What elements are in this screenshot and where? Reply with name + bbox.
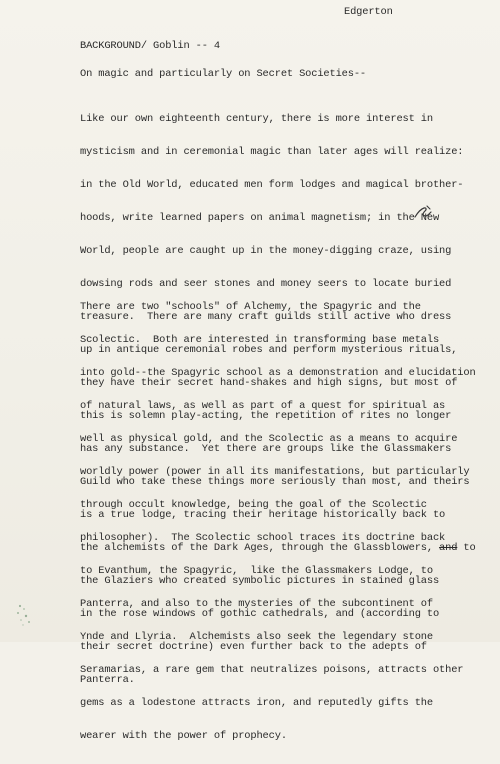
paragraph-line: of natural laws, as well as part of a quest for spiritual as [80, 400, 446, 412]
paragraph-line: Panterra, and also to the mysteries of the subcontinent of [80, 598, 433, 610]
paragraph-line: Scolectic. Both are interested in transforming base metals [80, 334, 440, 346]
author-name: Edgerton [344, 6, 393, 18]
paragraph-line: their secret doctrine) even further back to the adepts of [80, 641, 427, 653]
paragraph-line: to Evanthum, the Spagyric, like the Glassmakers Lodge, to [80, 565, 433, 577]
paragraph-line: dowsing rods and seer stones and money seers to locate buried [80, 278, 452, 290]
paragraph-line: Seramarias, a rare gem that neutralizes poisons, attracts other [80, 664, 464, 676]
paragraph-line: in the Old World, educated men form lodges and magical brother- [80, 179, 464, 191]
paragraph-line: they have their secret hand-shakes and high signs, but most of [80, 377, 458, 389]
paragraph-line: There are two "schools" of Alchemy, the Spagyric and the [80, 301, 421, 313]
section-subheading: On magic and particularly on Secret Societies-- [80, 68, 367, 80]
paragraph-line: Panterra. [80, 674, 135, 686]
line-text-before: the alchemists of the Dark Ages, through the Glassblowers, [80, 542, 440, 554]
paragraph-line: in the rose windows of gothic cathedrals, and (according to [80, 608, 440, 620]
handwritten-correction-mark-icon [413, 204, 433, 220]
paragraph-line: up in antique ceremonial robes and perform mysterious rituals, [80, 344, 458, 356]
paragraph-line: treasure. There are many craft guilds still active who dress [80, 311, 452, 323]
paragraph-line: the Glaziers who created symbolic pictures in stained glass [80, 575, 440, 587]
paragraph-line: gems as a lodestone attracts iron, and reputedly gifts the [80, 697, 433, 709]
paragraph-line: World, people are caught up in the money-digging craze, using [80, 245, 452, 257]
paragraph-line: into gold--the Spagyric school as a demonstration and elucidation [80, 367, 476, 379]
paragraph-line: hoods, write learned papers on animal magnetism; in the New [80, 212, 440, 224]
paragraph-line: philosopher). The Scolectic school traces its doctrine back [80, 532, 446, 544]
paragraph-line: this is solemn play-acting, the repetition of rites no longer [80, 410, 452, 422]
paragraph-line: worldly power (power in all its manifestations, but particularly [80, 466, 470, 478]
paragraph-2 [80, 280, 476, 764]
paragraph-line: through occult knowledge, being the goal of the Scolectic [80, 499, 427, 511]
paper-stain-mark-icon [14, 600, 38, 628]
document-header: BACKGROUND/ Goblin -- 4 [80, 40, 220, 52]
paragraph-line: is a true lodge, tracing their heritage historically back to [80, 509, 446, 521]
paragraph-line: has any substance. Yet there are groups like the Glassmakers [80, 443, 452, 455]
paragraph-line: mysticism and in ceremonial magic than later ages will realize: [80, 146, 464, 158]
paragraph-line: Like our own eighteenth century, there is more interest in [80, 113, 433, 125]
line-text-after: to [457, 542, 476, 554]
paragraph-line: well as physical gold, and the Scolectic as a means to acquire [80, 433, 458, 445]
paragraph-line: Ynde and Llyria. Alchemists also seek the legendary stone [80, 631, 433, 643]
paragraph-line: Guild who take these things more seriously than most, and theirs [80, 476, 470, 488]
struck-word: and [439, 542, 458, 554]
paragraph-line: wearer with the power of prophecy. [80, 730, 287, 742]
